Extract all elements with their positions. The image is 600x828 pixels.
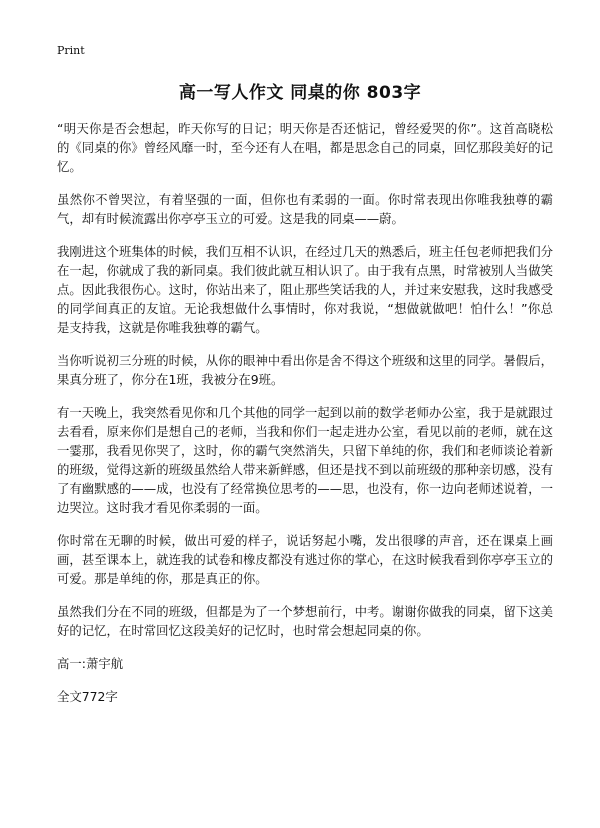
paragraph-3: 我刚进这个班集体的时候，我们互相不认识，在经过几天的熟悉后，班主任包老师把我们分在一起，你就成了我的新同桌。我们彼此就互相认识了。由于我有点黑，时常被别人当做笑点。因此我很伤心。这时，你站出来了，阻止那些笑话我的人，并过来安慰我，这时我感受的同学间真正的友谊。无论我想做什么事情时，你对我说，“想做就做吧！怕什么！”你总是支持我，这就是你唯我独尊的霸气。 bbox=[57, 244, 553, 335]
article-title: 高一写人作文 同桌的你 803字 bbox=[178, 83, 422, 103]
paragraph-4: 当你听说初三分班的时候，从你的眼神中看出你是舍不得这个班级和这里的同学。暑假后，果真分班了，你分在1班，我被分在9班。 bbox=[57, 353, 553, 387]
paragraph-2: 虽然你不曾哭泣，有着坚强的一面，但你也有柔弱的一面。你时常表现出你唯我独尊的霸气，却有时候流露出你亭亭玉立的可爱。这是我的同桌——蔚。 bbox=[57, 192, 553, 226]
print-link[interactable]: Print bbox=[57, 44, 85, 57]
paragraph-1: “明天你是否会想起，昨天你写的日记；明天你是否还惦记，曾经爱哭的你”。这首高晓松的《同桌的你》曾经风靡一时，至今还有人在唱，都是思念自己的同桌，回忆那段美好的记忆。 bbox=[57, 121, 553, 174]
article-body bbox=[57, 119, 553, 706]
word-count: 全文772字 bbox=[57, 689, 118, 704]
paragraph-5: 有一天晚上，我突然看见你和几个其他的同学一起到以前的数学老师办公室，我于是就跟过去看看，原来你们是想自己的老师，当我和你们一起走进办公室，看见以前的老师，就在这一霎那，我看见你哭了，这时，你的霸气突然消失，只留下单纯的你，我们和老师谈论着新的班级，觉得这新的班级虽然给人带来新鲜感，但还是找不到以前班级的那种亲切感，没有了有幽默感的——成，也没有了经常换位思考的——思，也没有，你一边向老师述说着，一边哭泣。这时我才看见你柔弱的一面。 bbox=[57, 405, 553, 515]
paragraph-6: 你时常在无聊的时候，做出可爱的样子，说话努起小嘴，发出很嗲的声音，还在课桌上画画，甚至课本上，就连我的试卷和橡皮都没有逃过你的掌心，在这时候我看到你亭亭玉立的可爱。那是单纯的你，那是真正的你。 bbox=[57, 533, 553, 586]
paragraph-7: 虽然我们分在不同的班级，但都是为了一个梦想前行，中考。谢谢你做我的同桌，留下这美好的记忆，在时常回忆这段美好的记忆时，也时常会想起同桌的你。 bbox=[57, 604, 553, 638]
author-signature: 高一:萧宇航 bbox=[57, 656, 124, 671]
